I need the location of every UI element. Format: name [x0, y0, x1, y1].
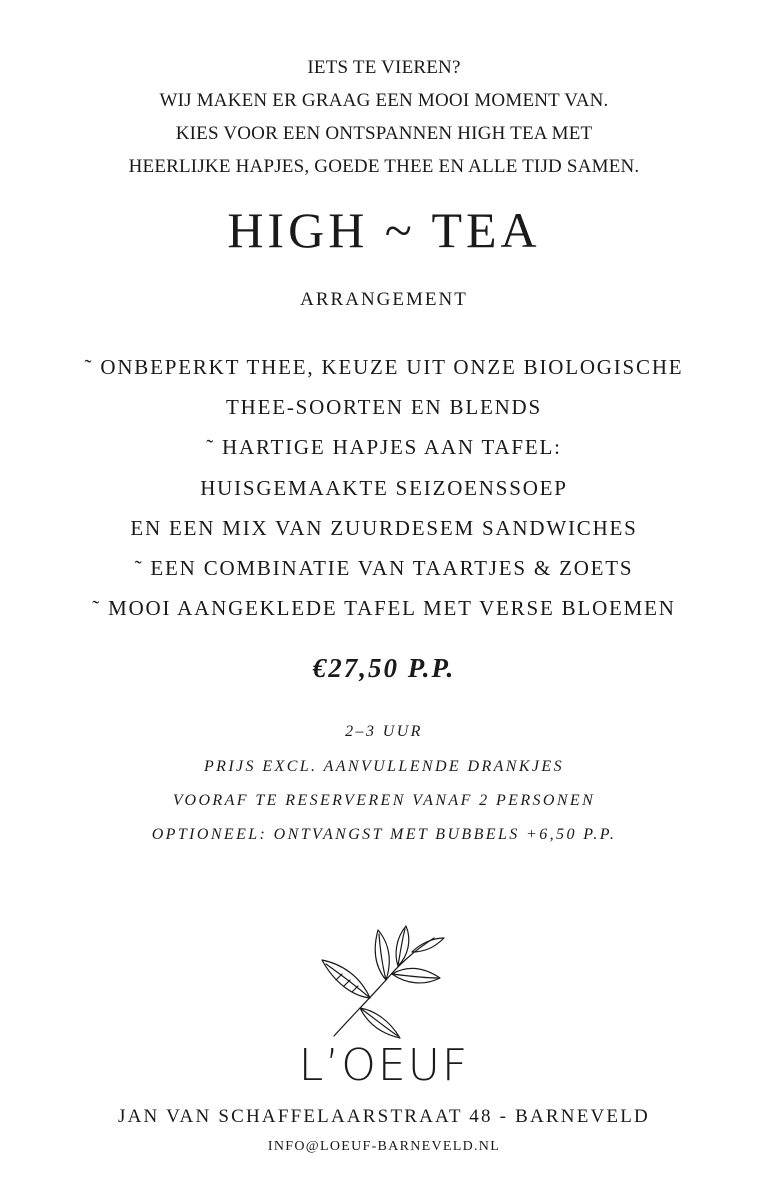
- list-item: ˜ EEN COMBINATIE VAN TAARTJES & ZOETS: [134, 556, 634, 580]
- email-link[interactable]: INFO@LOEUF-BARNEVELD.NL: [267, 1139, 501, 1154]
- intro-line-4: HEERLIJKE HAPJES, GOEDE THEE EN ALLE TIJD SAMEN.: [128, 156, 640, 177]
- address: JAN VAN SCHAFFELAARSTRAAT 48 - BARNEVELD: [118, 1106, 650, 1127]
- intro-line-1: IETS TE VIEREN?: [307, 57, 461, 78]
- page-title: HIGH ~ TEA: [227, 202, 541, 258]
- price: €27,50 P.P.: [312, 653, 456, 683]
- intro-line-3: KIES VOOR EEN ONTSPANNEN HIGH TEA MET: [175, 123, 593, 144]
- list-item: ˜ MOOI AANGEKLEDE TAFEL MET VERSE BLOEMEN: [92, 596, 676, 620]
- list-item: ˜ ONBEPERKT THEE, KEUZE UIT ONZE BIOLOGISCHE: [84, 355, 684, 379]
- note-line: 2–3 UUR: [345, 723, 423, 740]
- intro-line-2: WIJ MAKEN ER GRAAG EEN MOOI MOMENT VAN.: [159, 90, 609, 111]
- tea-leaf-icon: [312, 916, 452, 1046]
- logo-text: L’OEUF: [298, 1040, 470, 1091]
- list-item: HUISGEMAAKTE SEIZOENSSOEP: [200, 476, 568, 500]
- note-line: PRIJS EXCL. AANVULLENDE DRANKJES: [203, 758, 565, 775]
- list-item: THEE-SOORTEN EN BLENDS: [226, 395, 542, 419]
- subtitle: ARRANGEMENT: [300, 289, 468, 310]
- note-line: VOORAF TE RESERVEREN VANAF 2 PERSONEN: [172, 792, 596, 809]
- note-line: OPTIONEEL: ONTVANGST MET BUBBELS +6,50 P.P.: [151, 826, 617, 843]
- list-item: ˜ HARTIGE HAPJES AAN TAFEL:: [206, 435, 562, 459]
- list-item: EN EEN MIX VAN ZUURDESEM SANDWICHES: [130, 516, 638, 540]
